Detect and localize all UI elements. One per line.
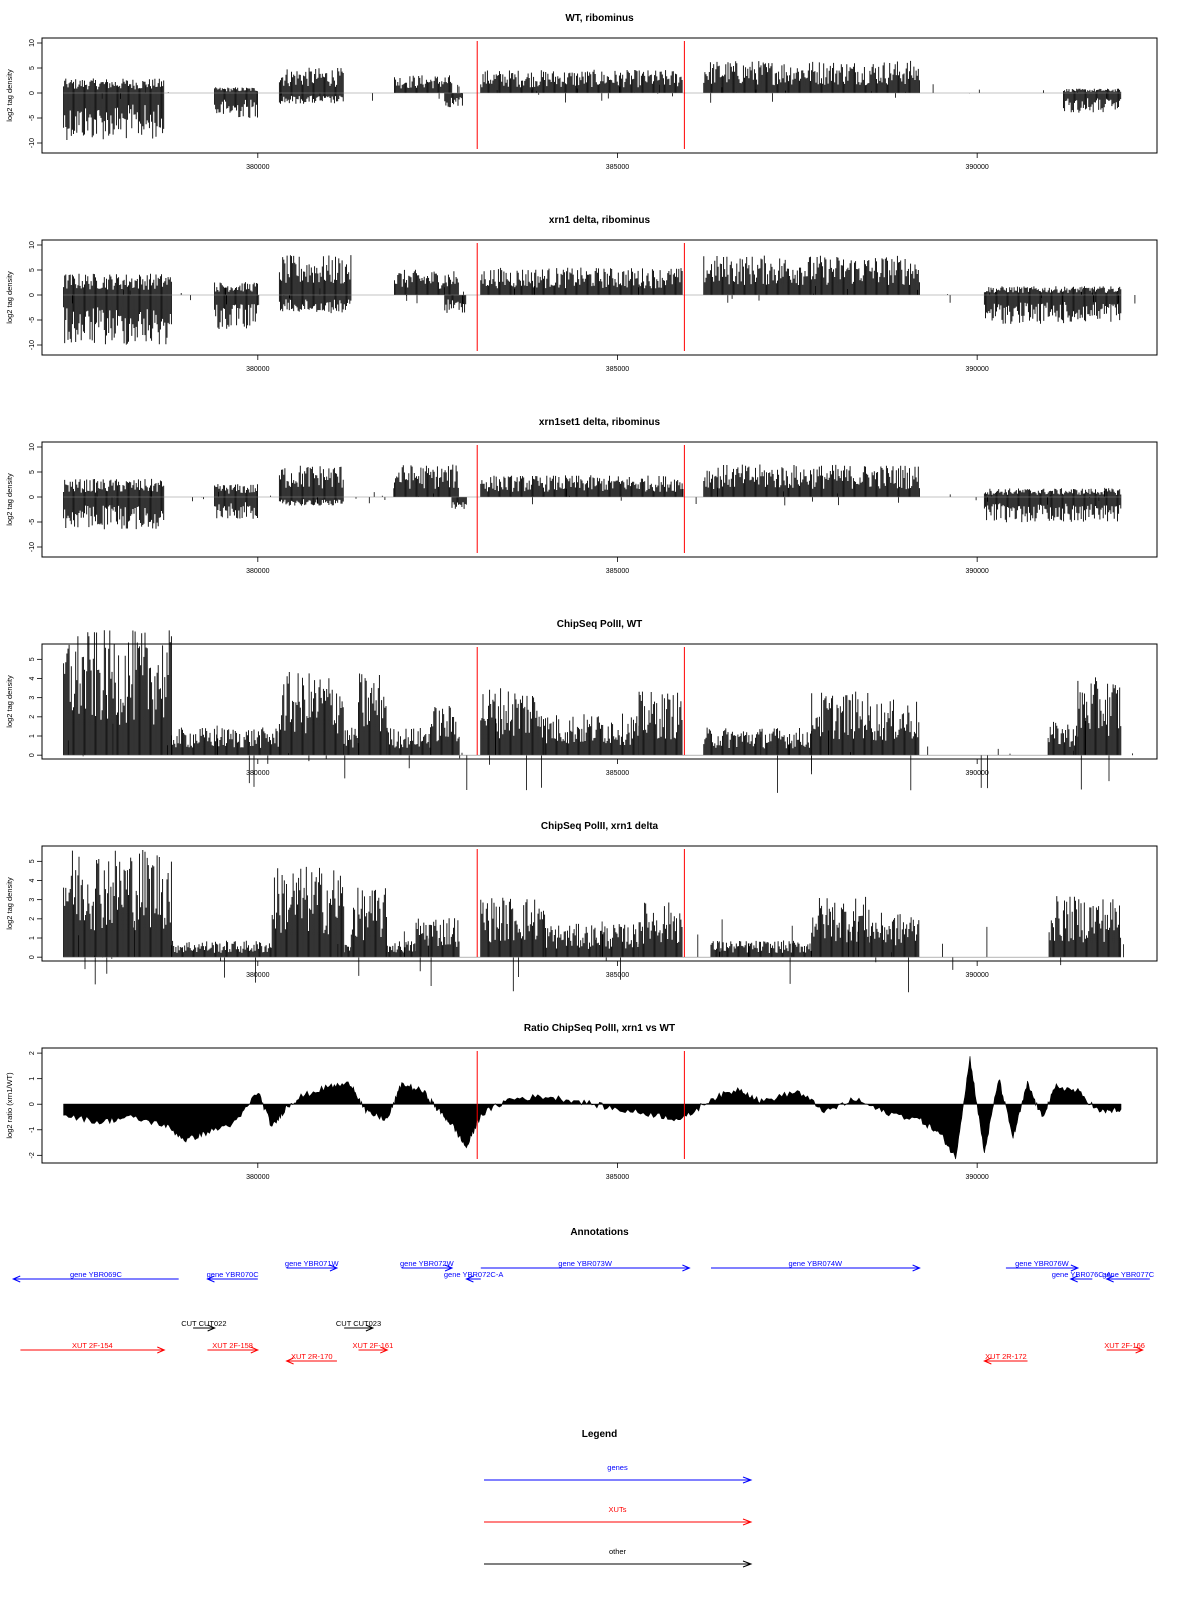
legend-label: genes (607, 1463, 628, 1472)
annotation-label: XUT 2R-172 (985, 1352, 1027, 1361)
x-tick-label: 390000 (965, 366, 989, 373)
y-tick-label: 0 (29, 495, 36, 499)
y-tick-label: -2 (29, 1152, 36, 1159)
y-tick-label: -10 (29, 137, 36, 149)
y-tick-label: 10 (29, 443, 36, 451)
annotation-label: CUT CUT023 (335, 1319, 382, 1328)
chart-title: ChipSeq PolII, WT (556, 619, 643, 630)
y-tick-label: -10 (29, 339, 36, 351)
y-tick-label: 0 (29, 91, 36, 95)
legend-label: XUTs (608, 1505, 627, 1514)
x-tick-label: 385000 (605, 366, 630, 373)
y-tick-label: 4 (29, 676, 36, 681)
y-tick-label: 10 (29, 39, 36, 47)
x-tick-label: 390000 (965, 164, 989, 171)
annotations-title: Annotations (570, 1227, 629, 1238)
y-tick-label: -5 (29, 518, 36, 526)
annotation-label: gene YBR077C (1102, 1270, 1155, 1279)
y-tick-label: -1 (29, 1126, 36, 1133)
y-tick-label: -5 (29, 114, 36, 122)
y-tick-label: 2 (29, 714, 36, 719)
annotation-label: XUT 2F-158 (212, 1341, 253, 1350)
y-axis-label: log2 tag density (5, 271, 14, 324)
x-tick-label: 380000 (246, 1174, 270, 1181)
y-tick-label: 10 (29, 241, 36, 249)
annotation-label: CUT CUT022 (181, 1319, 227, 1328)
y-axis-label: log2 tag density (5, 877, 14, 930)
annotation-label: XUT 2R-170 (290, 1352, 333, 1361)
y-tick-label: 2 (29, 1051, 36, 1056)
x-tick-label: 385000 (605, 972, 630, 979)
y-tick-label: 2 (29, 916, 36, 921)
x-tick-label: 380000 (246, 568, 270, 575)
annotation-label: gene YBR070C (206, 1270, 259, 1279)
annotation-label: gene YBR069C (69, 1270, 122, 1279)
annotation-label: gene YBR071W (284, 1259, 339, 1268)
x-tick-label: 385000 (605, 1174, 630, 1181)
y-tick-label: -5 (29, 316, 36, 324)
x-tick-label: 380000 (246, 770, 270, 777)
x-tick-label: 380000 (246, 164, 270, 171)
y-axis-label: log2 ratio (xrn1/WT) (5, 1072, 14, 1139)
chart-title: WT, ribominus (565, 13, 634, 24)
y-tick-label: 0 (29, 1102, 36, 1107)
annotation-label: gene YBR076W (1015, 1259, 1069, 1268)
y-axis-label: log2 tag density (5, 675, 14, 728)
x-tick-label: 390000 (965, 568, 989, 575)
y-tick-label: 0 (29, 753, 36, 758)
y-tick-label: 4 (29, 878, 36, 883)
x-tick-label: 390000 (965, 972, 989, 979)
y-tick-label: -10 (29, 541, 36, 553)
y-tick-label: 5 (29, 268, 36, 272)
chart-title: ChipSeq PolII, xrn1 delta (540, 821, 659, 832)
y-tick-label: 1 (29, 1076, 36, 1081)
y-tick-label: 3 (29, 695, 36, 700)
annotation-label: gene YBR072W (400, 1259, 454, 1268)
annotation-label: XUT 2F-154 (71, 1341, 113, 1350)
y-tick-label: 5 (29, 859, 36, 864)
chart-title: xrn1 delta, ribominus (548, 215, 651, 226)
y-axis-label: log2 tag density (5, 473, 14, 526)
legend-title: Legend (581, 1429, 618, 1440)
y-tick-label: 5 (29, 470, 36, 474)
y-tick-label: 0 (29, 293, 36, 297)
y-tick-label: 3 (29, 897, 36, 902)
x-tick-label: 385000 (605, 770, 630, 777)
annotation-label: gene YBR072C-A (443, 1270, 504, 1279)
x-tick-label: 385000 (605, 164, 630, 171)
x-tick-label: 385000 (605, 568, 630, 575)
x-tick-label: 390000 (965, 1174, 989, 1181)
y-tick-label: 5 (29, 66, 36, 70)
annotation-label: gene YBR074W (788, 1259, 843, 1268)
chart-title: xrn1set1 delta, ribominus (538, 417, 661, 428)
legend-label: other (608, 1547, 627, 1556)
y-axis-label: log2 tag density (5, 69, 14, 122)
y-tick-label: 0 (29, 955, 36, 960)
y-tick-label: 1 (29, 734, 36, 738)
x-tick-label: 380000 (246, 366, 270, 373)
x-tick-label: 390000 (965, 770, 989, 777)
annotation-label: XUT 2F-166 (1104, 1341, 1145, 1350)
annotation-label: gene YBR073W (558, 1259, 612, 1268)
annotation-label: gene YBR076C-A (1051, 1270, 1112, 1279)
annotation-label: XUT 2F-161 (352, 1341, 394, 1350)
x-tick-label: 380000 (246, 972, 270, 979)
y-tick-label: 1 (29, 936, 36, 940)
chart-title: Ratio ChipSeq PolII, xrn1 vs WT (523, 1023, 676, 1034)
y-tick-label: 5 (29, 657, 36, 662)
